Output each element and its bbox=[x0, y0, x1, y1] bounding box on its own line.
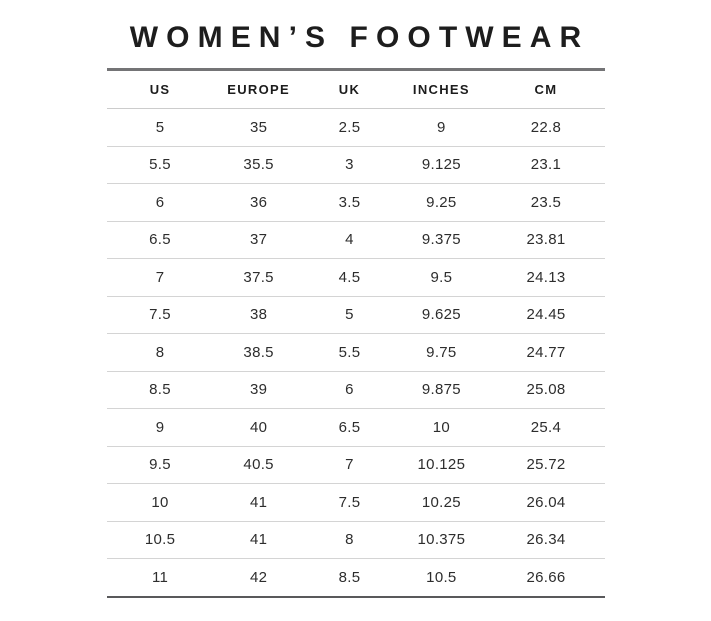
size-cell: 6 bbox=[107, 184, 214, 222]
table-row bbox=[107, 184, 605, 222]
size-cell: 35.5 bbox=[214, 146, 304, 184]
size-cell: 26.34 bbox=[487, 521, 604, 559]
table-row bbox=[107, 521, 605, 559]
size-cell: 7 bbox=[304, 446, 396, 484]
size-cell: 7 bbox=[107, 259, 214, 297]
size-cell: 23.1 bbox=[487, 146, 604, 184]
column-header-us: US bbox=[107, 70, 214, 109]
table-row bbox=[107, 146, 605, 184]
size-cell: 26.66 bbox=[526, 568, 566, 586]
size-cell: 10.375 bbox=[395, 521, 487, 559]
size-cell: 22.8 bbox=[487, 109, 604, 147]
table-row bbox=[107, 259, 605, 297]
size-cell: 39 bbox=[214, 371, 304, 409]
size-cell: 8 bbox=[304, 521, 396, 559]
size-cell: 8.5 bbox=[107, 371, 214, 409]
size-cell: 9 bbox=[395, 109, 487, 147]
size-cell: 23.81 bbox=[487, 221, 604, 259]
size-cell: 9.75 bbox=[395, 334, 487, 372]
size-cell: 6.5 bbox=[107, 221, 214, 259]
size-cell: 4 bbox=[304, 221, 396, 259]
table-row bbox=[107, 446, 605, 484]
size-cell: 9 bbox=[107, 409, 214, 447]
column-header-cm: CM bbox=[487, 70, 604, 109]
size-cell: 24.13 bbox=[487, 259, 604, 297]
size-cell: 5 bbox=[304, 296, 396, 334]
size-cell: 42 bbox=[249, 568, 268, 586]
size-cell: 35 bbox=[214, 109, 304, 147]
size-cell: 7.5 bbox=[304, 484, 396, 522]
size-cell: 10 bbox=[107, 484, 214, 522]
table-body bbox=[107, 109, 605, 597]
size-cell: 8.5 bbox=[338, 568, 361, 586]
size-cell: 40.5 bbox=[214, 446, 304, 484]
size-cell: 5.5 bbox=[107, 146, 214, 184]
table-row bbox=[107, 371, 605, 409]
column-header-inches: INCHES bbox=[395, 70, 487, 109]
size-cell: 9.125 bbox=[395, 146, 487, 184]
size-cell: 6 bbox=[304, 371, 396, 409]
size-cell: 37 bbox=[214, 221, 304, 259]
table-row bbox=[107, 334, 605, 372]
size-conversion-table bbox=[107, 68, 605, 598]
size-cell: 2.5 bbox=[304, 109, 396, 147]
size-cell: 9.625 bbox=[395, 296, 487, 334]
column-header-uk: UK bbox=[304, 70, 396, 109]
size-cell: 10.25 bbox=[395, 484, 487, 522]
table-header-row bbox=[107, 70, 605, 109]
size-cell: 41 bbox=[214, 484, 304, 522]
size-cell: 24.45 bbox=[487, 296, 604, 334]
size-cell: 9.375 bbox=[395, 221, 487, 259]
size-cell: 5.5 bbox=[304, 334, 396, 372]
size-cell: 3.5 bbox=[304, 184, 396, 222]
size-cell: 26.04 bbox=[487, 484, 604, 522]
size-cell: 24.77 bbox=[487, 334, 604, 372]
size-cell: 25.4 bbox=[487, 409, 604, 447]
size-cell: 9.5 bbox=[395, 259, 487, 297]
table-row bbox=[107, 221, 605, 259]
size-cell: 25.08 bbox=[487, 371, 604, 409]
size-cell: 41 bbox=[214, 521, 304, 559]
size-cell: 36 bbox=[214, 184, 304, 222]
page-title: WOMEN’S FOOTWEAR bbox=[129, 21, 590, 54]
size-cell: 25.72 bbox=[487, 446, 604, 484]
size-cell: 10.5 bbox=[426, 568, 457, 586]
size-cell: 23.5 bbox=[487, 184, 604, 222]
size-cell: 10.5 bbox=[107, 521, 214, 559]
size-cell: 9.25 bbox=[395, 184, 487, 222]
size-cell: 38.5 bbox=[214, 334, 304, 372]
size-cell: 8 bbox=[107, 334, 214, 372]
table-row bbox=[107, 109, 605, 147]
size-cell: 9.875 bbox=[395, 371, 487, 409]
size-cell: 38 bbox=[214, 296, 304, 334]
size-cell: 5 bbox=[107, 109, 214, 147]
size-cell: 10.125 bbox=[395, 446, 487, 484]
size-cell: 10 bbox=[395, 409, 487, 447]
size-cell: 40 bbox=[214, 409, 304, 447]
size-cell: 7.5 bbox=[107, 296, 214, 334]
size-cell: 6.5 bbox=[304, 409, 396, 447]
size-cell: 11 bbox=[151, 568, 169, 586]
size-cell: 3 bbox=[304, 146, 396, 184]
column-header-europe: EUROPE bbox=[214, 70, 304, 109]
table-row bbox=[107, 296, 605, 334]
table-row bbox=[107, 559, 605, 597]
size-cell: 9.5 bbox=[107, 446, 214, 484]
table-row bbox=[107, 484, 605, 522]
size-cell: 4.5 bbox=[304, 259, 396, 297]
table-row bbox=[107, 409, 605, 447]
size-cell: 37.5 bbox=[214, 259, 304, 297]
